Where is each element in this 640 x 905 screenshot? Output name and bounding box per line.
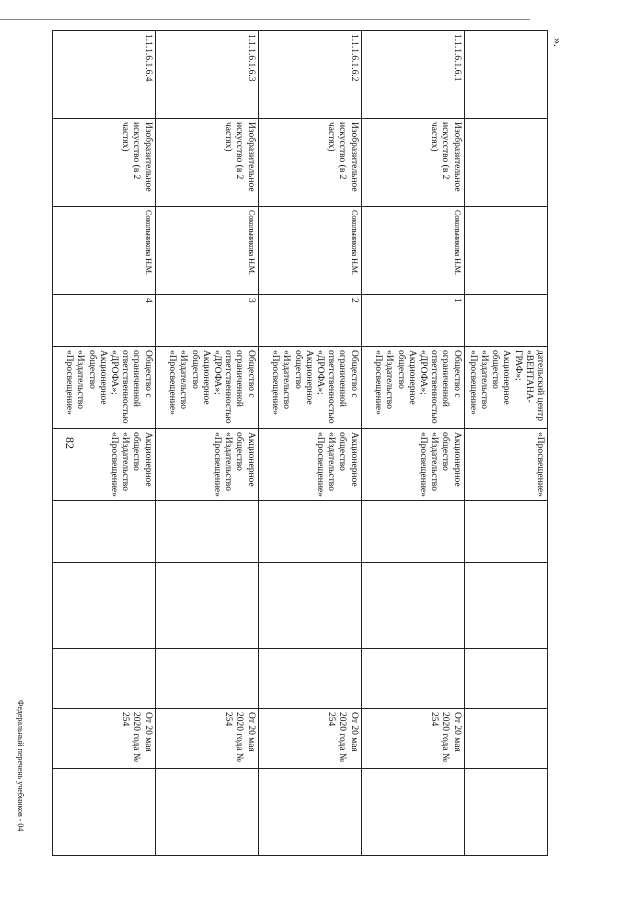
cell-name xyxy=(464,119,547,207)
cell-empty-3 xyxy=(155,649,258,709)
cell-empty-2 xyxy=(464,563,547,649)
cell-empty-2 xyxy=(258,563,361,649)
cell-order xyxy=(258,709,361,769)
table-row xyxy=(155,31,258,856)
cell-code xyxy=(52,31,155,119)
cell-empty-1 xyxy=(155,501,258,563)
cell-empty-4 xyxy=(464,769,547,856)
cell-class xyxy=(155,295,258,347)
cell-empty-2 xyxy=(52,563,155,649)
class-text: 2 xyxy=(348,298,359,303)
cell-name xyxy=(52,119,155,207)
cell-author xyxy=(361,207,464,295)
cell-author xyxy=(155,207,258,295)
cell-name xyxy=(361,119,464,207)
table-row-continuation xyxy=(464,31,547,856)
cell-code xyxy=(155,31,258,119)
code-text: 1.1.1.6.1.6.2 xyxy=(348,34,359,82)
cell-order xyxy=(464,709,547,769)
author-text: Сокольникова Н.М. xyxy=(143,210,153,275)
publisher-text: Общество с ограниченной ответственностью «ДРОФА»; Акционерное общество «Издательство «Просвещение» xyxy=(64,350,153,424)
cell-publisher2 xyxy=(464,429,547,501)
name-text: Изобразительное искусство (в 2 частях) xyxy=(429,122,462,192)
closing-quote-mark: ». xyxy=(551,38,565,47)
cell-empty-3 xyxy=(52,649,155,709)
cell-empty-1 xyxy=(464,501,547,563)
cell-publisher2 xyxy=(155,429,258,501)
cell-publisher xyxy=(464,347,547,429)
publisher-text: Общество с ограниченной ответственностью «ДРОФА»; Акционерное общество «Издательство «Просвещение» xyxy=(373,350,462,424)
cell-empty-3 xyxy=(464,649,547,709)
publisher2-text: Акционерное общество «Издательство «Просвещение» xyxy=(417,432,462,497)
cell-empty-2 xyxy=(155,563,258,649)
cell-empty-4 xyxy=(258,769,361,856)
cell-name xyxy=(258,119,361,207)
cell-empty-4 xyxy=(52,769,155,856)
publisher2-text: Акционерное общество «Издательство «Просвещение» xyxy=(108,432,153,497)
cell-empty-4 xyxy=(155,769,258,856)
cell-code xyxy=(258,31,361,119)
class-text: 4 xyxy=(142,298,153,303)
publisher-text: Общество с ограниченной ответственностью «ДРОФА»; Акционерное общество «Издательство «Просвещение» xyxy=(167,350,256,424)
cell-order xyxy=(155,709,258,769)
table-row xyxy=(361,31,464,856)
cell-empty-4 xyxy=(361,769,464,856)
cell-publisher2 xyxy=(361,429,464,501)
order-text: От 20 мая 2020 года № 254 xyxy=(326,712,359,763)
publisher2-text: Акционерное общество «Издательство «Просвещение» xyxy=(211,432,256,497)
page-footer: Федеральный перечень учебников - 04 xyxy=(16,700,25,832)
cell-empty-3 xyxy=(361,649,464,709)
table-row xyxy=(258,31,361,856)
textbook-table xyxy=(64,30,548,855)
name-text: Изобразительное искусство (в 2 частях) xyxy=(326,122,359,192)
cell-publisher xyxy=(155,347,258,429)
cell-class xyxy=(52,295,155,347)
order-text: От 20 мая 2020 года № 254 xyxy=(120,712,153,763)
cell-empty-3 xyxy=(258,649,361,709)
cell-class xyxy=(258,295,361,347)
cell-code xyxy=(361,31,464,119)
order-text: От 20 мая 2020 года № 254 xyxy=(429,712,462,763)
cell-author xyxy=(258,207,361,295)
cell-author xyxy=(52,207,155,295)
class-text: 3 xyxy=(245,298,256,303)
cell-publisher2 xyxy=(52,429,155,501)
cell-order xyxy=(361,709,464,769)
cell-empty-2 xyxy=(361,563,464,649)
cell-publisher2 xyxy=(258,429,361,501)
publisher2-text: Акционерное общество «Издательство «Просвещение» xyxy=(314,432,359,497)
table-row xyxy=(52,31,155,856)
textbook-list-table xyxy=(52,30,548,856)
cell-publisher xyxy=(52,347,155,429)
cell-order xyxy=(52,709,155,769)
cell-class xyxy=(361,295,464,347)
publisher2-text: «Просвещение» xyxy=(535,432,545,497)
cell-class xyxy=(464,295,547,347)
author-text: Сокольникова Н.М. xyxy=(452,210,462,275)
author-text: Сокольникова Н.М. xyxy=(349,210,359,275)
code-text: 1.1.1.6.1.6.4 xyxy=(142,34,153,82)
cell-empty-1 xyxy=(361,501,464,563)
cell-empty-1 xyxy=(258,501,361,563)
code-text: 1.1.1.6.1.6.3 xyxy=(245,34,256,82)
cell-author xyxy=(464,207,547,295)
page-number: 82 xyxy=(63,437,77,449)
name-text: Изобразительное искусство (в 2 частях) xyxy=(223,122,256,192)
cell-name xyxy=(155,119,258,207)
cell-empty-1 xyxy=(52,501,155,563)
class-text: 1 xyxy=(451,298,462,303)
cell-publisher xyxy=(258,347,361,429)
top-rule xyxy=(0,19,530,20)
code-text: 1.1.1.6.1.6.1 xyxy=(451,34,462,82)
name-text: Изобразительное искусство (в 2 частях) xyxy=(120,122,153,192)
cell-code xyxy=(464,31,547,119)
order-text: От 20 мая 2020 года № 254 xyxy=(223,712,256,763)
publisher-text: Общество с ограниченной ответственностью «ДРОФА»; Акционерное общество «Издательство «Просвещение» xyxy=(270,350,359,424)
publisher-text: дательский центр «ВЕНТАНА-ГРАФ»; Акционерное общество «Издательство «Просвещение» xyxy=(467,350,545,422)
author-text: Сокольникова Н.М. xyxy=(246,210,256,275)
cell-publisher xyxy=(361,347,464,429)
